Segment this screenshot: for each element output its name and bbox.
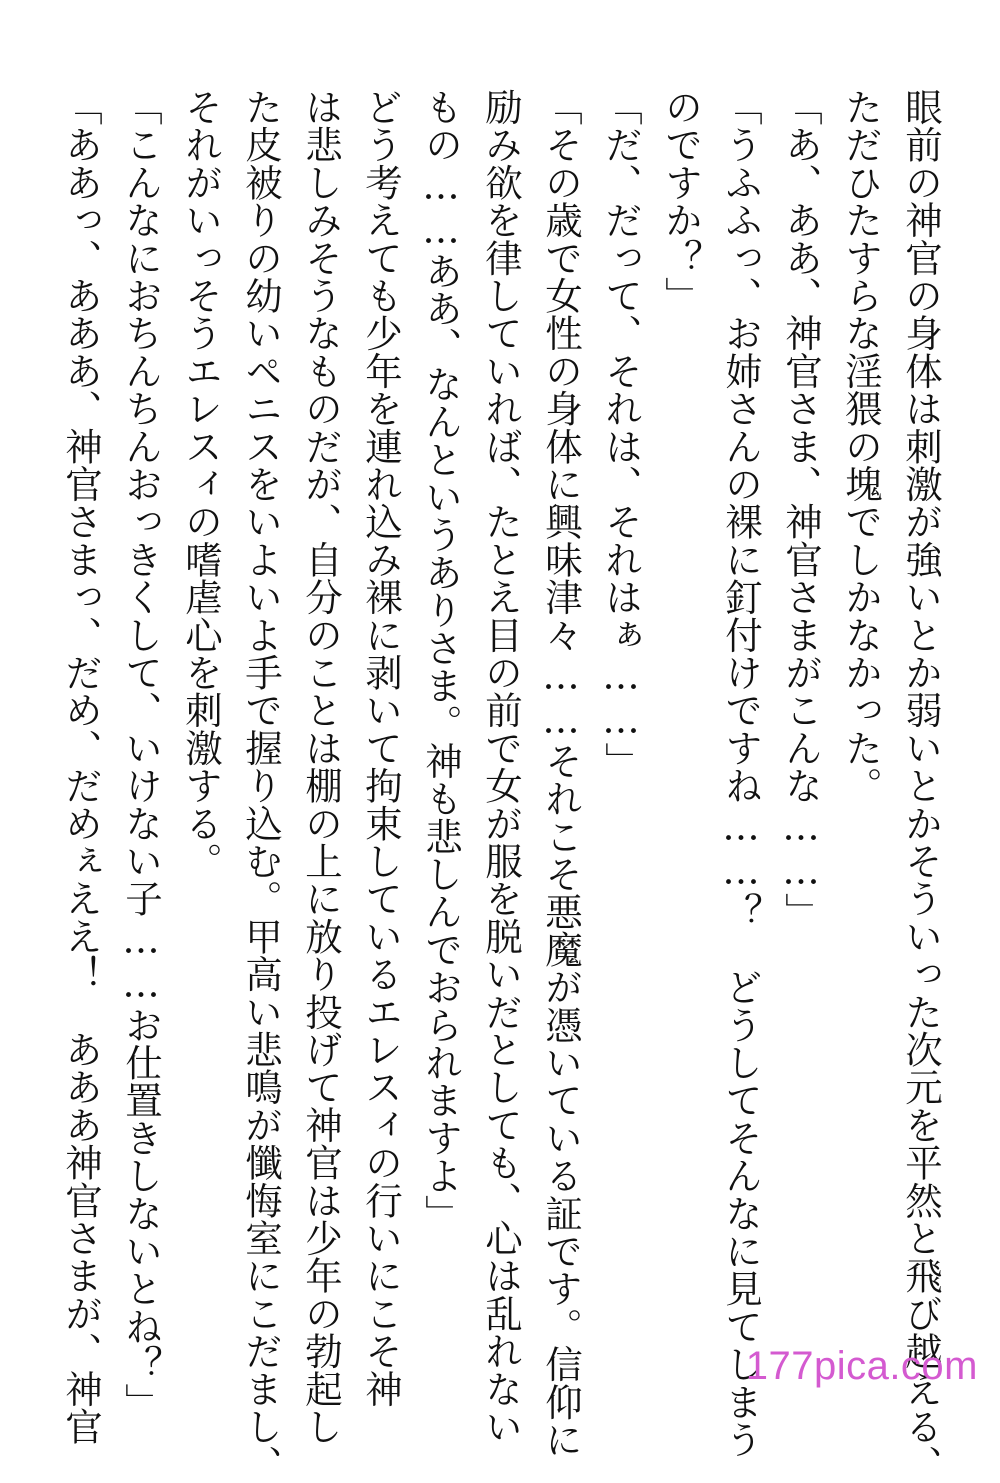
text-line-13: それがいっそうエレスィの嗜虐心を刺激する。 xyxy=(179,88,223,880)
text-line-12: た皮被りの幼いペニスをいよいよ手で握り込む。甲高い悲鳴が懺悔室にこだまし、 xyxy=(239,88,283,1483)
text-line-10: どう考えても少年を連れ込み裸に剥いて拘束しているエレスィの行いにこそ神 xyxy=(359,88,403,1408)
text-line-14: 「こんなにおちんちんおっきくして、いけない子……お仕置きしないとね？」 xyxy=(119,88,163,1421)
text-line-1: 眼前の神官の身体は刺激が強いとか弱いとかそういった次元を平然と飛び越える、 xyxy=(899,88,943,1483)
text-line-15: 「ああっ、あああ、神官さまっ、だめ、だめぇええ！ あああ神官さまが、神官 xyxy=(59,88,103,1446)
text-line-3: 「あ、ああ、神官さま、神官さまがこんな……」 xyxy=(779,88,823,931)
text-line-6: 「だ、だって、それは、それはぁ……」 xyxy=(599,88,643,780)
text-line-11: は悲しみそうなものだが、自分のことは棚の上に放り投げて神官は少年の勃起し xyxy=(299,88,343,1446)
watermark-text: 177pica.com xyxy=(745,1344,978,1388)
text-line-9: もの……ああ、なんというありさま。神も悲しんでおられますよ」 xyxy=(419,88,463,1232)
text-line-2: ただひたすらな淫猥の塊でしかなかった。 xyxy=(839,88,883,805)
text-line-5: のですか？」 xyxy=(659,88,703,315)
text-line-8: 励み欲を律していれば、たとえ目の前で女が服を脱いだとしても、心は乱れない xyxy=(479,88,523,1446)
text-line-7: 「その歳で女性の身体に興味津々……それこそ悪魔が憑いている証です。信仰に xyxy=(539,88,583,1459)
text-line-4: 「うふふっ、お姉さんの裸に釘付けですね……？ どうしてそんなに見てしまう xyxy=(719,88,763,1459)
